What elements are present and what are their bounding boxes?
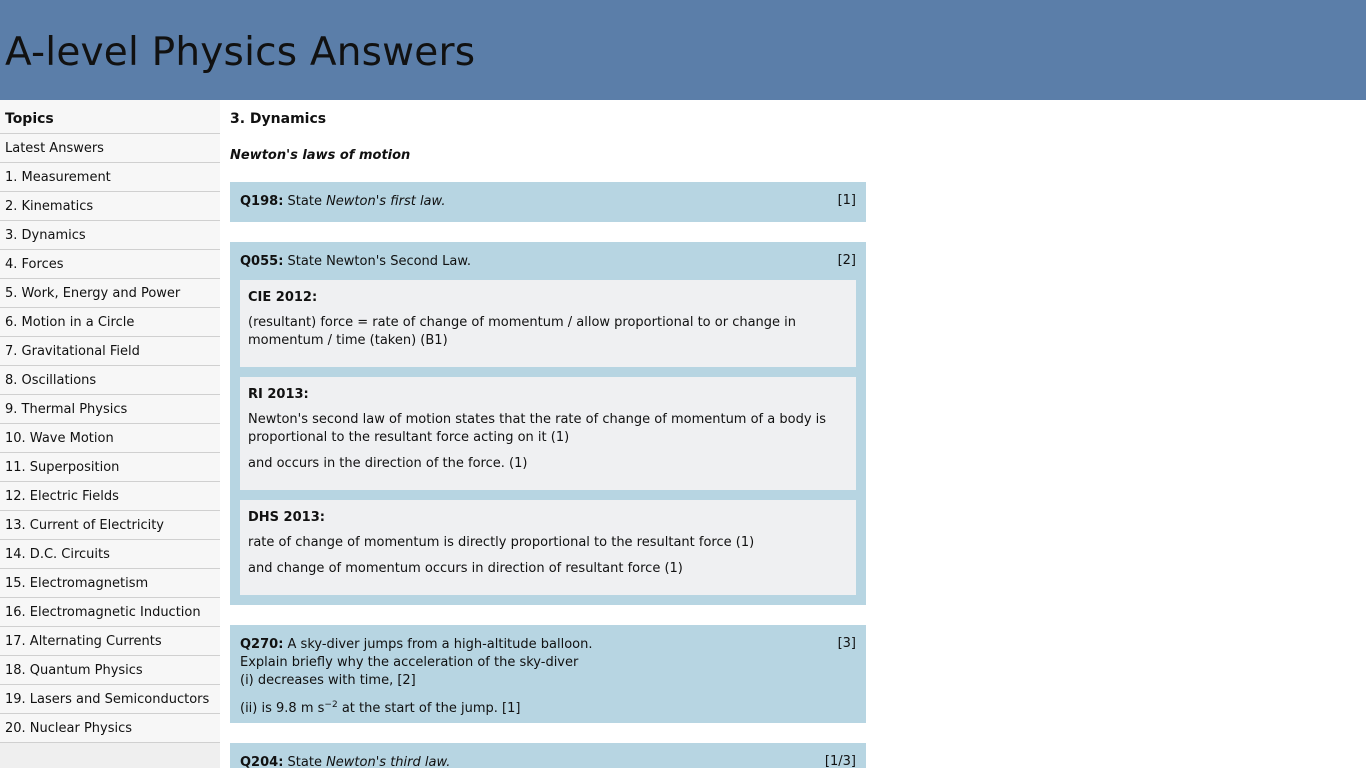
- sidebar-item-kinematics[interactable]: 2. Kinematics: [0, 192, 220, 221]
- topics-sidebar: [0, 100, 220, 768]
- topics-heading: Topics: [0, 100, 220, 134]
- question-id: Q204:: [240, 755, 284, 768]
- question-marks: [3]: [837, 636, 856, 651]
- question-id: Q270:: [240, 637, 284, 652]
- answer-line: (resultant) force = rate of change of momentum / allow proportional to or change in momentum / time (taken) (B1): [248, 315, 797, 348]
- question-text: [240, 754, 450, 768]
- answer-source: RI 2013:: [248, 387, 309, 402]
- question-text-plain: State Newton's Second Law.: [287, 254, 471, 269]
- sidebar-item-oscillations[interactable]: 8. Oscillations: [0, 366, 220, 395]
- question-card-q270[interactable]: [230, 625, 866, 723]
- sidebar-item-wave-motion[interactable]: 10. Wave Motion: [0, 424, 220, 453]
- sidebar-item-gravitational-field[interactable]: 7. Gravitational Field: [0, 337, 220, 366]
- answer-block-ri-2013: [240, 377, 856, 490]
- question-marks: [1/3]: [824, 754, 856, 768]
- question-marks: [2]: [837, 253, 856, 268]
- answer-line: and occurs in the direction of the force. (1): [248, 456, 528, 471]
- sidebar-item-latest-answers[interactable]: Latest Answers: [0, 134, 220, 163]
- sidebar-item-lasers-semiconductors[interactable]: 19. Lasers and Semiconductors: [0, 685, 220, 714]
- app-header: [0, 0, 1366, 100]
- sidebar-item-dc-circuits[interactable]: 14. D.C. Circuits: [0, 540, 220, 569]
- sidebar-item-work-energy-power[interactable]: 5. Work, Energy and Power: [0, 279, 220, 308]
- question-card-q055[interactable]: [230, 242, 866, 605]
- sidebar-item-nuclear-physics[interactable]: 20. Nuclear Physics: [0, 714, 220, 743]
- sidebar-item-motion-in-circle[interactable]: 6. Motion in a Circle: [0, 308, 220, 337]
- question-card-q198[interactable]: [230, 182, 866, 222]
- answer-source: DHS 2013:: [248, 510, 325, 525]
- answer-block-cie-2012: [240, 280, 856, 367]
- answer-block-dhs-2013: [240, 500, 856, 595]
- content-pane[interactable]: [230, 100, 866, 768]
- question-text-plain: State: [287, 755, 327, 768]
- subsection-title: Newton's laws of motion: [230, 148, 411, 163]
- sidebar-item-quantum-physics[interactable]: 18. Quantum Physics: [0, 656, 220, 685]
- sidebar-item-electromagnetism[interactable]: 15. Electromagnetism: [0, 569, 220, 598]
- question-line-2: Explain briefly why the acceleration of the sky-diver: [240, 655, 579, 670]
- sidebar-item-electric-fields[interactable]: 12. Electric Fields: [0, 482, 220, 511]
- sidebar-item-current-of-electricity[interactable]: 13. Current of Electricity: [0, 511, 220, 540]
- question-line-3: (i) decreases with time, [2]: [240, 673, 416, 688]
- question-id: Q198:: [240, 194, 284, 209]
- section-title: 3. Dynamics: [230, 111, 327, 127]
- sidebar-item-alternating-currents[interactable]: 17. Alternating Currents: [0, 627, 220, 656]
- question-id: Q055:: [240, 254, 284, 269]
- question-text-emphasis: Newton's third law.: [326, 755, 451, 768]
- sidebar-item-superposition[interactable]: 11. Superposition: [0, 453, 220, 482]
- question-text: [240, 253, 471, 271]
- question-card-q204[interactable]: [230, 743, 866, 768]
- sidebar-item-measurement[interactable]: 1. Measurement: [0, 163, 220, 192]
- answer-line: rate of change of momentum is directly proportional to the resultant force (1): [248, 535, 755, 550]
- question-text: [240, 193, 445, 211]
- answer-line: Newton's second law of motion states that the rate of change of momentum of a body is proportional to the resultant force acting on it (1): [248, 412, 827, 445]
- sidebar-item-thermal-physics[interactable]: 9. Thermal Physics: [0, 395, 220, 424]
- question-line-4: (ii) is 9.8 m $s^{-2}$ at the start of the jump. [1]: [240, 700, 521, 716]
- question-text-plain: State: [287, 194, 327, 209]
- answer-source: CIE 2012:: [248, 290, 318, 305]
- question-line-1: A sky-diver jumps from a high-altitude balloon.: [287, 637, 593, 652]
- question-text: [240, 636, 593, 718]
- question-marks: [1]: [837, 193, 856, 208]
- question-text-emphasis: Newton's first law.: [326, 194, 446, 209]
- app-title: A-level Physics Answers: [5, 30, 476, 75]
- answer-line: and change of momentum occurs in direction of resultant force (1): [248, 561, 683, 576]
- sidebar-item-forces[interactable]: 4. Forces: [0, 250, 220, 279]
- sidebar-item-electromagnetic-induction[interactable]: 16. Electromagnetic Induction: [0, 598, 220, 627]
- sidebar-item-dynamics[interactable]: 3. Dynamics: [0, 221, 220, 250]
